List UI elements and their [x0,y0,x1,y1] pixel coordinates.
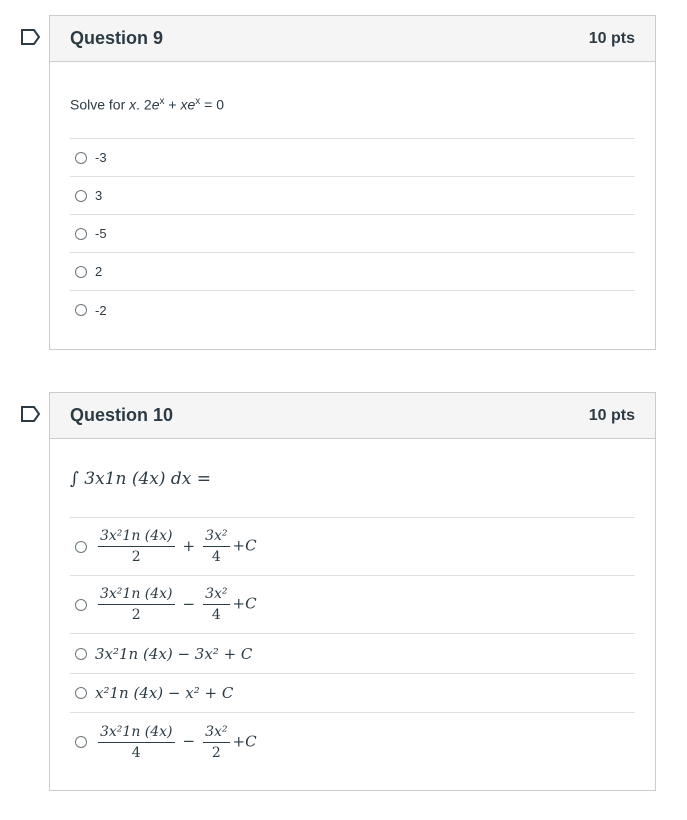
answer-list [70,138,635,329]
answer-label: $\frac{\text{3x²1n (4x)}}{4}$ − $\frac{\text{3x²}}{2}$ +C [100,723,257,761]
answer-label: -2 [95,302,107,318]
answer-label: 3x²1n (4x) − 3x² + C [95,644,253,663]
radio-button[interactable] [75,736,87,748]
radio-button[interactable] [75,266,87,278]
answer-list [70,517,635,771]
answer-option[interactable] [70,215,635,253]
radio-button[interactable] [75,304,87,316]
question-header [50,16,655,62]
question-points: 10 pts [588,29,635,47]
answer-option[interactable] [70,177,635,215]
answer-label: 2 [95,264,103,279]
flag-icon[interactable] [20,404,42,424]
radio-button[interactable] [75,190,87,202]
question-prompt: ∫ 3x1n (4x) dx = [70,469,212,489]
answer-label: -3 [95,150,107,165]
question-title: Question 9 [70,28,164,48]
radio-button[interactable] [75,152,87,164]
answer-label: x²1n (4x) − x² + C [95,684,234,702]
answer-option[interactable] [70,253,635,291]
radio-button[interactable] [75,687,87,699]
answer-label: 3 [95,188,103,203]
question-9 [49,15,656,350]
answer-option[interactable] [70,576,635,634]
question-10 [49,392,656,791]
answer-label: $\frac{\text{3x²1n (4x)}}{2}$ − $\frac{\text{3x²}}{4}$ +C [100,586,257,623]
flag-icon[interactable] [20,27,42,47]
answer-option[interactable] [70,674,635,713]
answer-option[interactable] [70,291,635,329]
radio-button[interactable] [75,541,87,553]
question-points: 10 pts [588,406,635,424]
answer-option[interactable] [70,634,635,674]
question-title: Question 10 [70,405,174,425]
answer-label: -5 [95,226,107,241]
question-prompt: Solve for x. $2e^x + xe^x = 0$ [70,96,225,113]
question-header [50,393,655,439]
answer-label: $\frac{\text{3x²1n (4x)}}{2}$ + $\frac{\text{3x²}}{4}$ +C [100,528,257,565]
radio-button[interactable] [75,228,87,240]
answer-option[interactable] [70,713,635,771]
answer-option[interactable] [70,139,635,177]
answer-option[interactable] [70,518,635,576]
radio-button[interactable] [75,648,87,660]
radio-button[interactable] [75,599,87,611]
